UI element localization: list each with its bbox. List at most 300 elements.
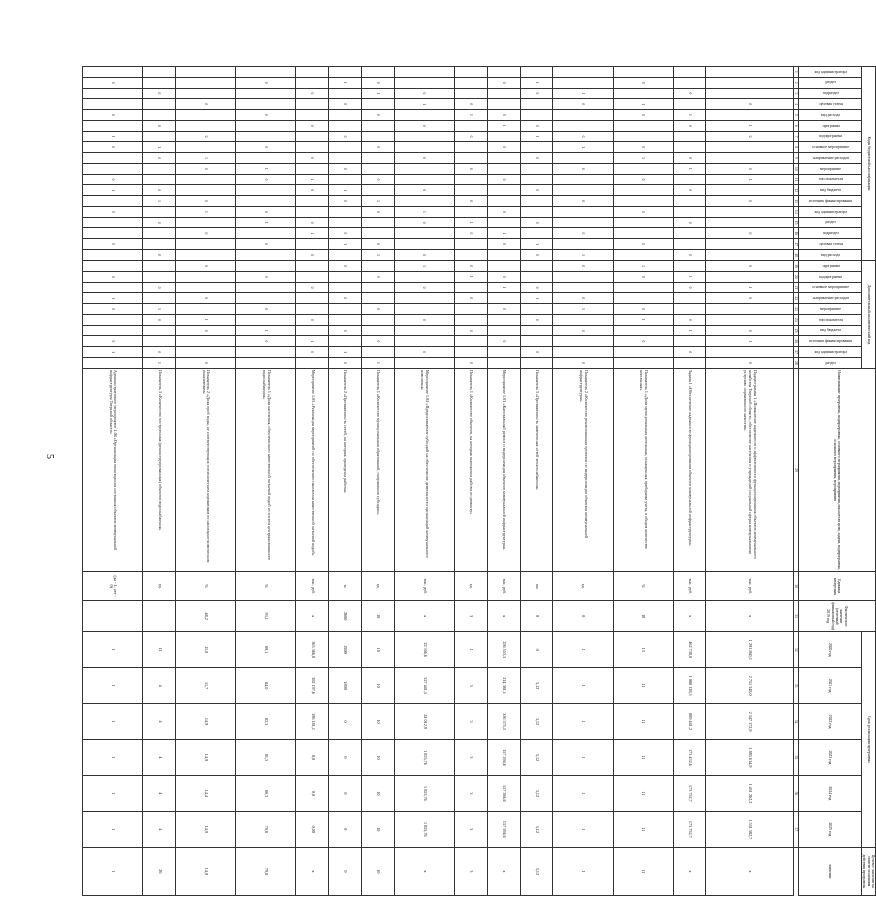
code-cell: 0 (613, 336, 673, 347)
code-cell (706, 67, 793, 78)
code-cell: 0 (520, 347, 553, 358)
code-cell: 0 (454, 358, 487, 369)
code-cell: 1 (329, 347, 362, 358)
row-year-value: 10 (361, 704, 394, 740)
code-cell: 1 (520, 131, 553, 142)
code-cell: 0 (454, 99, 487, 110)
header-col-number: 13 (793, 196, 798, 207)
code-cell: 0 (394, 250, 454, 261)
row-year-value: 462 738,8 (673, 632, 706, 668)
header-code-label: код администратора (814, 349, 848, 354)
header-code-col (798, 271, 861, 282)
header-code-label: источник финансирования (809, 339, 853, 344)
header-code-col (798, 228, 861, 239)
code-cell: 0 (361, 304, 394, 315)
row-year-value: 2600 (329, 632, 362, 668)
row-year-value: 22 356,6 (394, 632, 454, 668)
code-cell: 1 (673, 325, 706, 336)
code-cell: 0 (176, 325, 236, 336)
code-cell (613, 163, 673, 174)
header-col-number: 32 (793, 632, 798, 668)
code-cell (176, 185, 236, 196)
code-cell (487, 217, 520, 228)
code-cell (176, 110, 236, 121)
code-cell: 0 (236, 110, 296, 121)
code-cell: 0 (613, 77, 673, 88)
row-year-value: 11 (613, 704, 673, 740)
row-year-value: 256 553,3 (487, 632, 520, 668)
header-code-col (798, 347, 861, 358)
code-cell (520, 304, 553, 315)
code-cell: 0 (83, 304, 143, 315)
code-cell (454, 185, 487, 196)
code-cell: 0 (673, 88, 706, 99)
row-description: Задача 1 «Обеспечение надежности функционирования объектов коммунальной инфраструктуры» (673, 368, 706, 572)
row-year-value: 4 (143, 740, 176, 776)
code-cell: 0 (673, 282, 706, 293)
row-year-value: 157 594,6 (487, 775, 520, 811)
code-cell: 1 (236, 325, 296, 336)
row-year-value: 327 441,5 (394, 668, 454, 704)
code-cell (361, 131, 394, 142)
code-cell: 1 (487, 282, 520, 293)
code-cell: 0 (176, 163, 236, 174)
code-cell (454, 174, 487, 185)
code-cell (487, 314, 520, 325)
code-cell: 1 (520, 293, 553, 304)
code-cell (553, 271, 613, 282)
code-cell (176, 67, 236, 78)
row-end-value: 14,9 (176, 847, 236, 895)
code-cell (296, 196, 329, 207)
code-cell: 1 (613, 153, 673, 164)
code-cell: 1 (553, 88, 613, 99)
row-base-value: 48,2 (176, 601, 236, 632)
code-cell: 1 (83, 347, 143, 358)
code-cell: 0 (176, 196, 236, 207)
code-cell (394, 239, 454, 250)
header-col-number: 1 (793, 67, 798, 78)
row-year-value: 11 (613, 811, 673, 847)
code-cell (176, 239, 236, 250)
header-col-number: 37 (793, 811, 798, 847)
code-cell: 0 (673, 347, 706, 358)
code-cell (553, 206, 613, 217)
code-cell (83, 88, 143, 99)
code-cell (613, 120, 673, 131)
code-cell (613, 88, 673, 99)
code-cell: 0 (487, 336, 520, 347)
row-year-value: 3,12 (520, 811, 553, 847)
code-cell (553, 153, 613, 164)
header-budget-codes: Коды бюджетной классификации (861, 67, 875, 261)
row-year-value: 173 752,7 (673, 811, 706, 847)
row-description: Мероприятие 1.03 «Реализация мероприятий по обеспечению населения качественной питьевой водой» (296, 368, 329, 572)
row-year-value: 14,9 (176, 740, 236, 776)
code-cell: 1 (236, 163, 296, 174)
code-cell (673, 131, 706, 142)
code-cell (296, 77, 329, 88)
code-cell (329, 282, 362, 293)
row-end-value: х (706, 847, 793, 895)
code-cell (236, 261, 296, 272)
row-year-value: 11 (143, 632, 176, 668)
code-cell: 1 (520, 77, 553, 88)
code-cell (296, 163, 329, 174)
row-year-value: 10 (361, 775, 394, 811)
header-col-number: 20 (793, 271, 798, 282)
row-unit: % (236, 572, 296, 601)
code-cell (454, 67, 487, 78)
code-cell: 0 (553, 293, 613, 304)
code-cell (143, 131, 176, 142)
code-cell (454, 282, 487, 293)
code-cell (361, 185, 394, 196)
code-cell (454, 142, 487, 153)
code-cell (83, 163, 143, 174)
code-cell (454, 347, 487, 358)
code-cell (553, 347, 613, 358)
header-code-col (798, 174, 861, 185)
code-cell (329, 110, 362, 121)
row-unit: тыс. руб. (706, 572, 793, 601)
code-cell (454, 153, 487, 164)
code-cell (83, 358, 143, 369)
header-code-col (798, 217, 861, 228)
code-cell: 1 (176, 206, 236, 217)
header-col-number: 29 (793, 368, 798, 572)
code-cell (329, 206, 362, 217)
table-row (143, 67, 176, 896)
code-cell (296, 271, 329, 282)
code-cell (83, 99, 143, 110)
code-cell (83, 282, 143, 293)
code-cell: 1 (454, 271, 487, 282)
code-cell (236, 67, 296, 78)
code-cell: 1 (361, 250, 394, 261)
code-cell: 0 (520, 250, 553, 261)
code-cell: 1 (553, 250, 613, 261)
row-base-value: 18 (613, 601, 673, 632)
row-base-value (143, 601, 176, 632)
code-cell: 0 (553, 131, 613, 142)
code-cell (361, 163, 394, 174)
code-cell (176, 271, 236, 282)
row-end-value: 1 (553, 847, 613, 895)
code-cell (361, 325, 394, 336)
row-year-value: 14,9 (176, 704, 236, 740)
code-cell (706, 347, 793, 358)
code-cell: 0 (706, 196, 793, 207)
code-cell (394, 131, 454, 142)
code-cell (394, 110, 454, 121)
header-year: 2025 год (798, 811, 861, 847)
table-row (673, 67, 706, 896)
row-end-value: х (673, 847, 706, 895)
code-cell (487, 293, 520, 304)
code-cell (553, 67, 613, 78)
header-code-col (798, 336, 861, 347)
code-cell: 1 (143, 358, 176, 369)
code-cell (329, 120, 362, 131)
code-cell: 0 (394, 282, 454, 293)
code-cell (520, 142, 553, 153)
code-cell: 1 (143, 304, 176, 315)
row-year-value: 3 (454, 704, 487, 740)
code-cell (143, 77, 176, 88)
code-cell (706, 314, 793, 325)
row-description: Показатель 1 «Количество муниципальных образований, получивших субсидии» (361, 368, 394, 572)
code-cell: 0 (361, 77, 394, 88)
header-col-number: 3 (793, 88, 798, 99)
code-cell (361, 67, 394, 78)
row-year-value: 157 594,6 (487, 740, 520, 776)
code-cell: 0 (236, 174, 296, 185)
row-year-value: 3,12 (520, 775, 553, 811)
code-cell: 0 (613, 271, 673, 282)
code-cell (673, 358, 706, 369)
code-cell (520, 358, 553, 369)
code-cell: 0 (83, 271, 143, 282)
header-code-col (798, 293, 861, 304)
row-base-value: х (673, 601, 706, 632)
header-code-col (798, 250, 861, 261)
row-base-value (83, 601, 143, 632)
code-cell (553, 314, 613, 325)
code-cell (553, 217, 613, 228)
code-cell (553, 282, 613, 293)
header-code-label: целевая статья (819, 241, 843, 246)
code-cell: 0 (329, 325, 362, 336)
code-cell: 0 (329, 163, 362, 174)
code-cell (706, 271, 793, 282)
code-cell (361, 293, 394, 304)
code-cell: 0 (673, 250, 706, 261)
code-cell: 1 (706, 120, 793, 131)
code-cell: 0 (394, 217, 454, 228)
header-code-col (798, 131, 861, 142)
code-cell: 0 (487, 110, 520, 121)
row-year-value: 889 441,2 (673, 704, 706, 740)
header-code-label: программа (822, 123, 840, 128)
row-year-value: 1 451 262,2 (706, 775, 793, 811)
code-cell (296, 325, 329, 336)
header-col-number: 28 (793, 358, 798, 369)
code-cell: 0 (329, 261, 362, 272)
code-cell: 0 (454, 228, 487, 239)
code-cell: 0 (706, 293, 793, 304)
code-cell: 0 (83, 174, 143, 185)
code-cell (706, 217, 793, 228)
row-year-value: 4 (143, 775, 176, 811)
code-cell (487, 250, 520, 261)
code-cell: 0 (454, 325, 487, 336)
row-end-value: 3,12 (520, 847, 553, 895)
header-code-label: вид расхода (821, 112, 841, 117)
header-code-label: мероприятие (820, 166, 842, 171)
code-cell (487, 153, 520, 164)
row-unit: тыс. руб. (296, 572, 329, 601)
code-cell (706, 110, 793, 121)
row-end-value: 11 (613, 847, 673, 895)
header-year: 2021 год (798, 668, 861, 704)
row-year-value: 1 (553, 775, 613, 811)
header-code-label: раздел (825, 220, 837, 225)
header-code-label: основное мероприятие (812, 285, 850, 290)
header-code-label: программа (822, 263, 840, 268)
header-code-label: код администратора (814, 209, 848, 214)
header-code-label: мероприятие (820, 306, 842, 311)
code-cell: 1 (394, 206, 454, 217)
code-cell: 0 (706, 325, 793, 336)
row-unit: (да - 1, нет - 0) (83, 572, 143, 601)
code-cell: 0 (454, 163, 487, 174)
code-cell: 0 (296, 282, 329, 293)
header-code-col (798, 206, 861, 217)
row-year-value: 1 853,76 (394, 775, 454, 811)
code-cell (487, 67, 520, 78)
code-cell (329, 336, 362, 347)
row-year-value: 11 (613, 740, 673, 776)
header-col-number: 31 (793, 601, 798, 632)
code-cell (361, 99, 394, 110)
code-cell: 0 (673, 120, 706, 131)
code-cell (613, 185, 673, 196)
header-code-label: направление расходов (812, 296, 849, 301)
header-code-label: источник финансирования (809, 198, 853, 203)
code-cell (673, 336, 706, 347)
code-cell (520, 163, 553, 174)
code-cell: 0 (296, 185, 329, 196)
row-year-value: 14,4 (176, 775, 236, 811)
header-col-number: 14 (793, 206, 798, 217)
code-cell (553, 110, 613, 121)
row-year-value: 3 (454, 775, 487, 811)
code-cell: 0 (454, 261, 487, 272)
code-cell: 0 (520, 153, 553, 164)
code-cell: 0 (520, 314, 553, 325)
code-cell: 0 (673, 314, 706, 325)
header-code-label: направление расходов (812, 155, 849, 160)
code-cell (236, 120, 296, 131)
code-cell: 0 (176, 228, 236, 239)
header-code-label: подраздел (822, 231, 839, 236)
code-cell (329, 67, 362, 78)
code-cell (176, 336, 236, 347)
code-cell: 0 (394, 88, 454, 99)
code-cell (553, 174, 613, 185)
row-description: Показатель 2 «Доля проб воды, не соответствующих гигиеническим нормативам по санитарно-химическим показателям» (176, 368, 236, 572)
header-code-col (798, 99, 861, 110)
header-code-label: подпрограмма (819, 134, 843, 139)
code-cell (236, 99, 296, 110)
row-description: Мероприятие 1.02 «Предоставление субсидий на обеспечение деятельности организаций коммунального комплекса» (394, 368, 454, 572)
code-cell: 1 (487, 228, 520, 239)
header-end-value: значение (798, 847, 861, 895)
header-col-number: 12 (793, 185, 798, 196)
row-year-value: 214 381,1 (487, 668, 520, 704)
code-cell (553, 336, 613, 347)
code-cell: 0 (236, 142, 296, 153)
code-cell: 1 (454, 217, 487, 228)
code-cell (613, 250, 673, 261)
row-unit: ед. (361, 572, 394, 601)
row-description: Административное мероприятие 1.04 «Организация мониторинга состояния объектов коммунальной инфраструктуры Тверской области» (83, 368, 143, 572)
code-cell (236, 153, 296, 164)
row-year-value: 1 (83, 775, 143, 811)
code-cell: 0 (361, 336, 394, 347)
code-cell (143, 228, 176, 239)
code-cell (143, 99, 176, 110)
rotated-sheet (82, 66, 876, 896)
table-row (176, 67, 236, 896)
code-cell: 0 (613, 206, 673, 217)
code-cell (83, 153, 143, 164)
row-base-value: 3 (454, 601, 487, 632)
code-cell: 1 (673, 163, 706, 174)
row-year-value: 1 885 614,9 (706, 740, 793, 776)
code-cell (143, 239, 176, 250)
header-code-label: подпрограмма (819, 274, 843, 279)
code-cell (236, 185, 296, 196)
header-code-col (798, 110, 861, 121)
code-cell: 0 (487, 77, 520, 88)
code-cell: 0 (487, 239, 520, 250)
code-cell (236, 196, 296, 207)
code-cell (454, 120, 487, 131)
code-cell (329, 88, 362, 99)
row-year-value: 0,0 (296, 740, 329, 776)
code-cell: 0 (553, 163, 613, 174)
code-cell: 0 (329, 131, 362, 142)
code-cell: 0 (83, 336, 143, 347)
row-year-value: 0 (329, 811, 362, 847)
code-cell: 1 (553, 142, 613, 153)
row-year-value: 1 (553, 740, 613, 776)
code-cell: 1 (394, 99, 454, 110)
header-col-number: 17 (793, 239, 798, 250)
row-year-value: 89,1 (236, 632, 296, 668)
code-cell (673, 77, 706, 88)
header-base: Фактическое значение (отчетный финансовый год) 2019 год (798, 601, 875, 632)
code-cell: 0 (706, 131, 793, 142)
code-cell (706, 239, 793, 250)
code-cell: 0 (143, 88, 176, 99)
row-unit: тыс. руб. (394, 572, 454, 601)
header-col-number: 24 (793, 314, 798, 325)
code-cell (487, 163, 520, 174)
code-cell (613, 228, 673, 239)
table-row (329, 67, 362, 896)
code-cell: 1 (329, 77, 362, 88)
row-year-value: 0 (520, 632, 553, 668)
row-year-value: 1 (553, 704, 613, 740)
code-cell: 0 (520, 282, 553, 293)
code-cell: 0 (143, 347, 176, 358)
code-cell: 0 (673, 185, 706, 196)
code-cell (487, 347, 520, 358)
code-cell: 0 (296, 250, 329, 261)
header-col-number: 22 (793, 293, 798, 304)
code-cell (329, 304, 362, 315)
row-year-value: 4 (143, 704, 176, 740)
code-cell: 0 (553, 196, 613, 207)
code-cell: 0 (361, 174, 394, 185)
code-cell: 0 (361, 206, 394, 217)
code-cell (176, 250, 236, 261)
header-year: 2020 год (798, 632, 861, 668)
code-cell (520, 325, 553, 336)
